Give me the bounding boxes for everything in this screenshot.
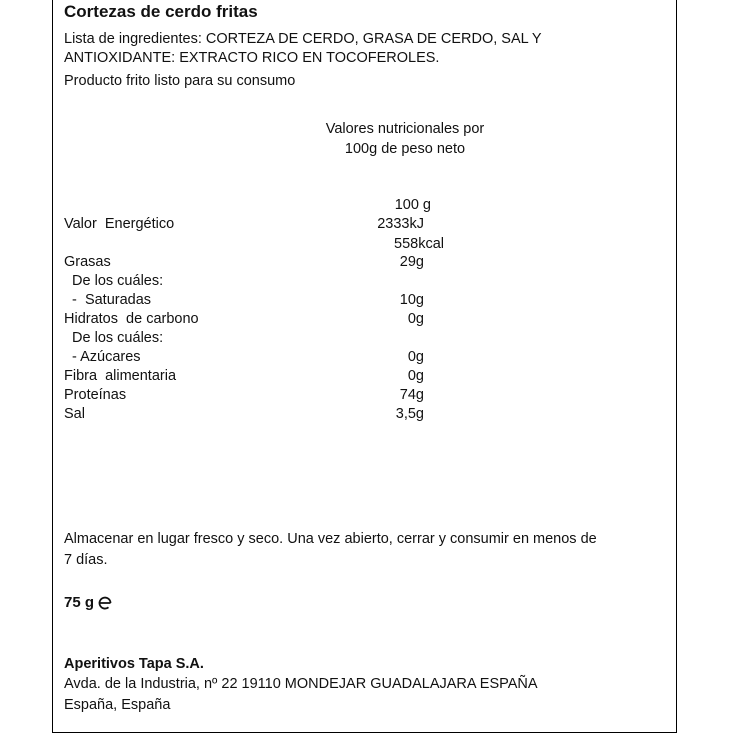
nutrition-row-label: Grasas [64,254,111,270]
storage-line-1: Almacenar en lugar fresco y seco. Una vez abierto, cerrar y consumir en menos de [64,531,597,547]
product-note: Producto frito listo para su consumo [64,73,296,89]
net-weight-value: 75 g [64,594,95,611]
nutrition-row-label: De los cuáles: [64,273,164,289]
nutrition-row-value: 558kcal [394,236,444,252]
nutrition-row-value: 0g [407,349,424,365]
nutrition-row-label: Valor Energético [64,216,175,232]
nutrition-header-line-1: Valores nutricionales por [325,121,485,137]
nutrition-row-label: - Saturadas [64,292,152,308]
company-address: Avda. de la Industria, nº 22 19110 MONDEJAR GUADALAJARA ESPAÑA [64,676,538,692]
nutrition-row-label: Fibra alimentaria [64,368,177,384]
nutrition-row-label: - Azúcares [64,349,141,365]
ingredients-line-2: ANTIOXIDANTE: EXTRACTO RICO EN TOCOFEROLES. [64,50,440,66]
nutrition-row-value: 0g [407,311,424,327]
nutrition-row-value: 0g [407,368,424,384]
nutrition-row-label: De los cuáles: [64,330,164,346]
company-country: España, España [64,697,171,713]
nutrition-row-label: Proteínas [64,387,127,403]
nutrition-row-value: 29g [399,254,424,270]
product-title: Cortezas de cerdo fritas [64,2,258,21]
nutrition-column-header: 100 g [394,197,431,213]
nutrition-row-label: Sal [64,406,85,422]
nutrition-row-value: 74g [399,387,424,403]
nutrition-row-label: Hidratos de carbono [64,311,199,327]
company-name: Aperitivos Tapa S.A. [64,656,204,672]
nutrition-header-line-2: 100g de peso neto [344,141,466,157]
nutrition-row-value: 2333kJ [377,216,424,232]
net-weight [64,594,113,612]
nutrition-row-value: 10g [399,292,424,308]
e-mark-icon [97,595,113,611]
storage-line-2: 7 días. [64,552,108,568]
ingredients-line-1: Lista de ingredientes: CORTEZA DE CERDO, GRASA DE CERDO, SAL Y [64,31,542,47]
nutrition-row-value: 3,5g [395,406,424,422]
